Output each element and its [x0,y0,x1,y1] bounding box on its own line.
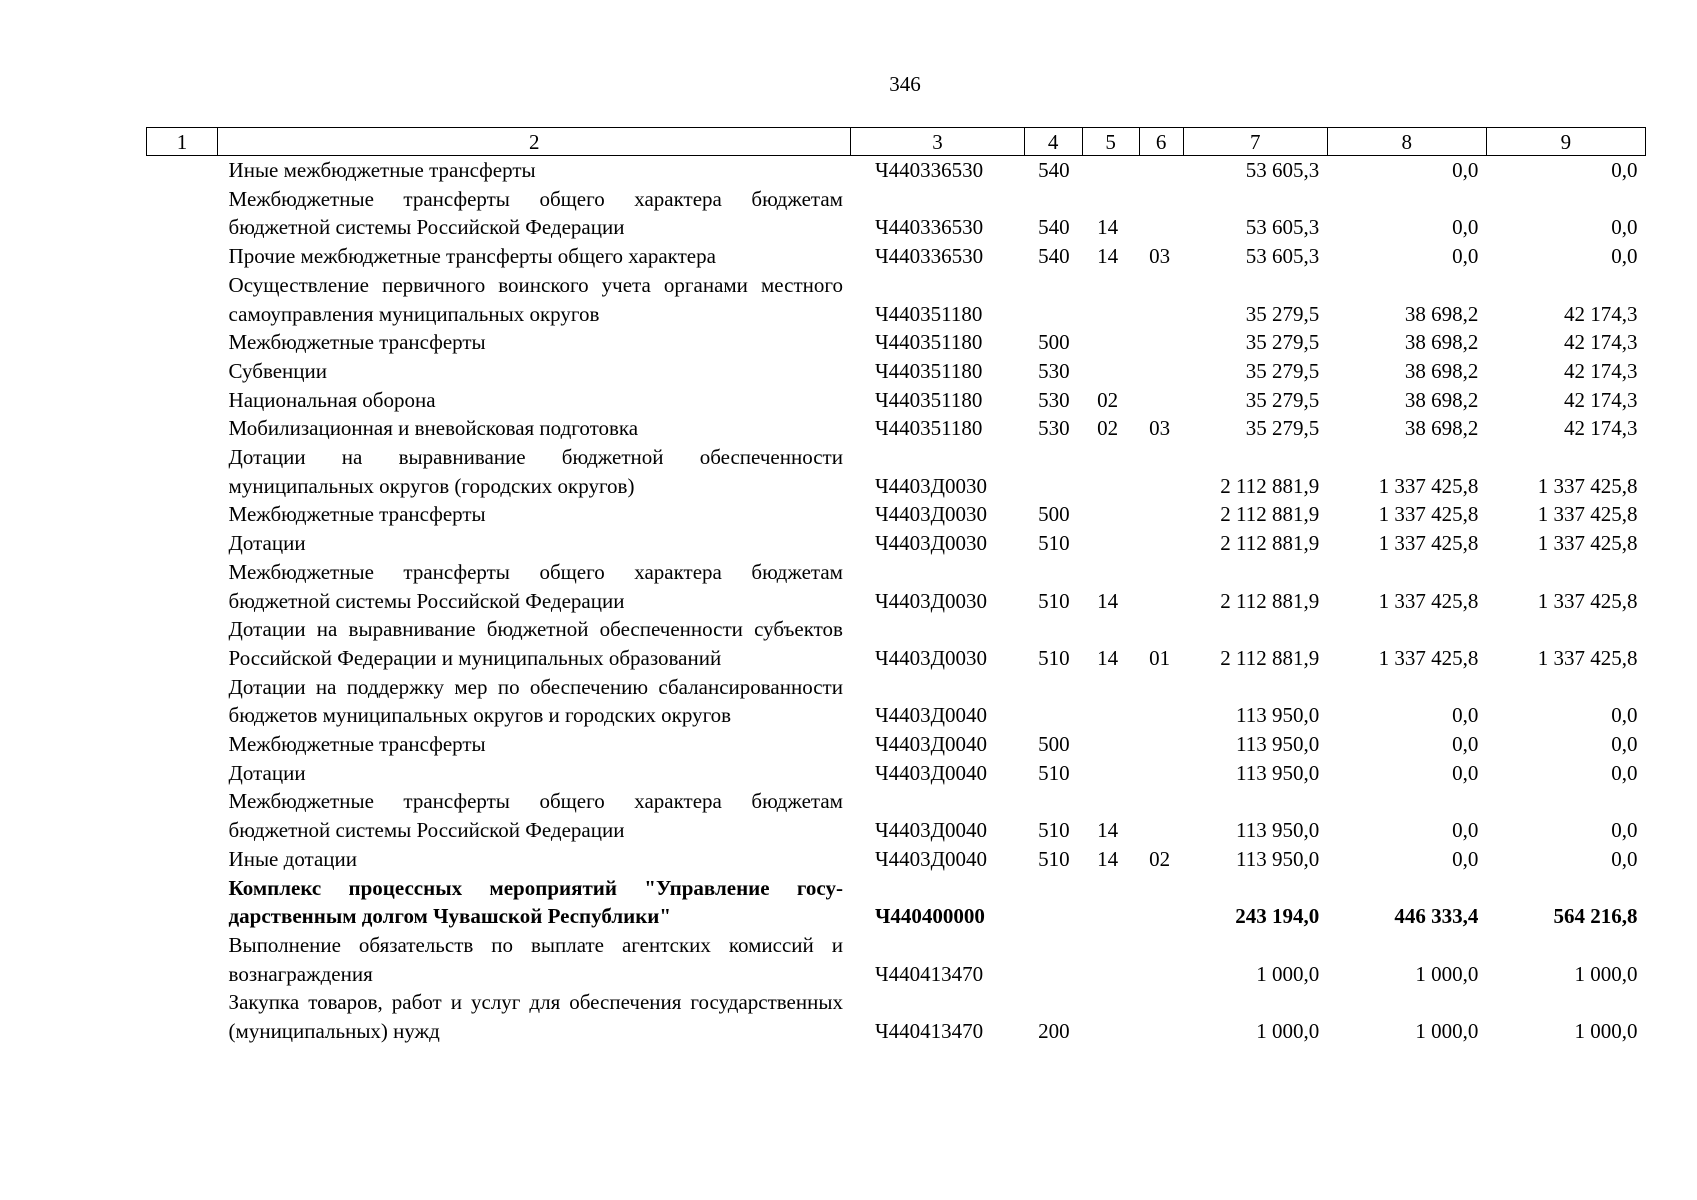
row-col5 [1082,673,1139,730]
row-name: Межбюджетные трансферты общего характера бюджетам бюджетной системы Российской Федерации [228,559,843,613]
row-code: Ч440351180 [874,301,983,326]
row-name: Дотации на выравнивание бюджетной обеспеченности субъектов Российской Федерации и муниципальных образований [228,617,843,670]
row-value-8: 0,0 [1452,158,1479,182]
table-row [147,443,1646,500]
row-col4: 540 [1038,244,1070,269]
row-col4: 540 [1038,215,1070,240]
row-value-9: 564 216,8 [1553,904,1638,929]
row-col4: 540 [1038,158,1070,182]
row-value-8: 0,0 [1452,818,1479,843]
row-col6 [1139,357,1183,386]
row-col6 [1139,759,1183,788]
row-index [147,386,218,415]
row-value-9: 1 337 425,8 [1537,531,1638,556]
row-value-9: 42 174,3 [1564,330,1638,355]
row-index [147,845,218,874]
row-name: Комплекс процессных мероприятий "Управление государственным долгом Чувашской Республики" [228,875,843,929]
row-name: Межбюджетные трансферты общего характера бюджетам бюджетной системы Российской Федерации [228,186,843,240]
row-code: Ч440351180 [874,358,983,383]
row-index [147,730,218,759]
row-code: Ч440400000 [874,904,985,929]
row-value-9: 0,0 [1611,846,1638,871]
row-index [147,414,218,443]
row-name: Прочие межбюджетные трансферты общего характера [228,244,716,269]
row-index [147,787,218,844]
row-value-8: 1 337 425,8 [1378,473,1479,498]
row-value-9: 1 337 425,8 [1537,502,1638,527]
row-code: Ч440351180 [874,330,983,355]
table-row [147,357,1646,386]
row-value-7: 53 605,3 [1245,215,1320,240]
row-col4: 530 [1038,416,1070,441]
row-index [147,156,218,185]
header-col-2: 2 [218,128,851,156]
row-col5: 14 [1097,645,1119,670]
row-col5 [1082,328,1139,357]
row-col6 [1139,558,1183,615]
row-col4: 510 [1038,645,1070,670]
row-value-9: 1 000,0 [1574,961,1638,986]
row-index [147,529,218,558]
table-row [147,328,1646,357]
header-col-5: 5 [1082,128,1139,156]
row-col6 [1139,386,1183,415]
row-name: Мобилизационная и вневойсковая подготовка [228,416,639,441]
row-code: Ч4403Д0040 [874,818,987,843]
row-col4 [1024,673,1082,730]
row-value-7: 35 279,5 [1245,358,1320,383]
row-index [147,615,218,672]
table-row [147,500,1646,529]
row-value-9: 0,0 [1611,732,1638,757]
row-name: Иные дотации [228,846,358,871]
row-value-7: 53 605,3 [1245,158,1320,182]
row-code: Ч440336530 [874,215,984,240]
row-col4: 500 [1038,732,1070,757]
row-value-9: 0,0 [1611,703,1638,728]
row-col5 [1082,357,1139,386]
row-name: Дотации на поддержку мер по обеспечению сбалансированности бюджетов муниципальных округов и городских округов [228,674,843,728]
row-col4: 510 [1038,588,1070,613]
row-col6 [1139,271,1183,328]
row-col5 [1082,874,1139,931]
table-row [147,529,1646,558]
row-col6 [1139,673,1183,730]
row-col4 [1024,874,1082,931]
row-value-8: 1 337 425,8 [1378,531,1479,556]
row-value-9: 42 174,3 [1564,301,1638,326]
row-code: Ч440351180 [874,387,983,412]
row-col4: 510 [1038,846,1070,871]
row-col4: 500 [1038,502,1070,527]
row-value-7: 243 194,0 [1235,904,1320,929]
table-row [147,874,1646,931]
row-code: Ч4403Д0030 [874,473,987,498]
table-row [147,386,1646,415]
row-value-9: 0,0 [1611,215,1638,240]
row-value-7: 35 279,5 [1245,330,1320,355]
row-col6 [1139,185,1183,242]
table-header-row [147,128,1646,156]
row-col5 [1082,271,1139,328]
row-value-7: 2 112 881,9 [1220,473,1320,498]
row-name: Субвенции [228,358,328,383]
row-value-8: 0,0 [1452,846,1479,871]
row-code: Ч4403Д0030 [874,588,987,613]
row-value-9: 0,0 [1611,818,1638,843]
budget-table [146,127,1646,1046]
row-value-9: 0,0 [1611,158,1638,182]
row-index [147,874,218,931]
row-name: Иные межбюджетные трансферты [228,158,536,182]
row-col5 [1082,988,1139,1045]
row-index [147,328,218,357]
row-index [147,185,218,242]
header-col-9: 9 [1486,128,1645,156]
table-row [147,615,1646,672]
row-col5: 14 [1097,846,1119,871]
row-index [147,931,218,988]
row-col6 [1139,328,1183,357]
row-value-7: 35 279,5 [1245,387,1320,412]
row-col5 [1082,759,1139,788]
row-code: Ч4403Д0040 [874,703,987,728]
row-col5 [1082,443,1139,500]
row-col6 [1139,500,1183,529]
row-code: Ч4403Д0040 [874,732,987,757]
row-code: Ч4403Д0030 [874,502,987,527]
row-code: Ч440336530 [874,158,984,182]
row-value-8: 446 333,4 [1394,904,1479,929]
table-row [147,185,1646,242]
row-index [147,988,218,1045]
row-col5 [1082,529,1139,558]
row-value-9: 0,0 [1611,760,1638,785]
row-value-9: 1 337 425,8 [1537,588,1638,613]
row-col6 [1139,874,1183,931]
header-col-6: 6 [1139,128,1183,156]
row-name: Межбюджетные трансферты [228,502,486,527]
row-col6 [1139,730,1183,759]
row-col4: 510 [1038,818,1070,843]
row-name: Осуществление первичного воинского учета органами местного самоуправления муниципальных округов [228,272,843,326]
row-col4 [1024,271,1082,328]
table-row [147,730,1646,759]
row-value-7: 1 000,0 [1256,961,1320,986]
row-index [147,357,218,386]
row-code: Ч4403Д0040 [874,760,987,785]
page-number: 346 [889,72,921,96]
row-col5: 14 [1097,588,1119,613]
table-row [147,558,1646,615]
header-col-3: 3 [851,128,1024,156]
row-value-7: 2 112 881,9 [1220,502,1320,527]
row-col6 [1139,443,1183,500]
row-col6: 01 [1149,645,1171,670]
row-index [147,271,218,328]
row-value-8: 38 698,2 [1404,416,1479,441]
row-code: Ч4403Д0030 [874,645,987,670]
row-value-8: 1 000,0 [1415,1019,1479,1044]
row-index [147,558,218,615]
row-name: Дотации [228,760,306,785]
row-col5: 14 [1097,818,1119,843]
row-value-7: 113 950,0 [1236,760,1320,785]
row-value-7: 53 605,3 [1245,244,1320,269]
row-value-7: 113 950,0 [1236,818,1320,843]
row-value-9: 1 337 425,8 [1537,473,1638,498]
row-value-8: 38 698,2 [1404,330,1479,355]
table-row [147,845,1646,874]
row-code: Ч4403Д0040 [874,846,987,871]
row-col6 [1139,988,1183,1045]
row-col4: 510 [1038,760,1070,785]
row-code: Ч440413470 [874,961,984,986]
row-index [147,242,218,271]
row-index [147,500,218,529]
row-col6 [1139,931,1183,988]
row-value-8: 1 337 425,8 [1378,588,1479,613]
table-row [147,988,1646,1045]
row-index [147,673,218,730]
row-value-8: 38 698,2 [1404,387,1479,412]
row-col6: 02 [1149,846,1171,871]
row-col4 [1024,931,1082,988]
row-col6: 03 [1149,244,1171,269]
row-value-8: 0,0 [1452,760,1479,785]
row-name: Национальная оборона [228,387,436,412]
row-value-7: 1 000,0 [1256,1019,1320,1044]
row-value-9: 42 174,3 [1564,358,1638,383]
table-row [147,759,1646,788]
row-code: Ч440336530 [874,244,984,269]
table-row [147,156,1646,185]
row-code: Ч4403Д0030 [874,531,987,556]
row-col5: 02 [1097,416,1119,441]
row-value-8: 0,0 [1452,215,1479,240]
row-value-9: 42 174,3 [1564,416,1638,441]
row-value-8: 1 000,0 [1415,961,1479,986]
row-col6 [1139,787,1183,844]
row-value-7: 113 950,0 [1236,703,1320,728]
row-value-8: 0,0 [1452,732,1479,757]
row-value-7: 2 112 881,9 [1220,645,1320,670]
row-name: Дотации [228,531,306,556]
row-value-8: 1 337 425,8 [1378,502,1479,527]
row-value-9: 0,0 [1611,244,1638,269]
table-row [147,787,1646,844]
row-name: Межбюджетные трансферты [228,330,486,355]
row-col5 [1082,156,1139,185]
row-col5: 14 [1097,244,1119,269]
table-body [147,156,1646,1046]
header-col-7: 7 [1183,128,1327,156]
row-col6 [1139,529,1183,558]
row-name: Межбюджетные трансферты [228,732,486,757]
row-index [147,443,218,500]
row-name: Дотации на выравнивание бюджетной обеспеченности муниципальных округов (городских округов) [228,445,843,498]
table-row [147,242,1646,271]
row-value-8: 0,0 [1452,244,1479,269]
table-row [147,931,1646,988]
row-name: Межбюджетные трансферты общего характера бюджетам бюджетной системы Российской Федерации [228,789,843,843]
row-name: Выполнение обязательств по выплате агентских комиссий и вознаграждения [228,932,843,986]
row-col4: 500 [1038,330,1070,355]
header-col-4: 4 [1024,128,1082,156]
row-col5: 02 [1097,387,1119,412]
row-value-7: 113 950,0 [1236,846,1320,871]
row-col5 [1082,500,1139,529]
row-value-9: 1 337 425,8 [1537,645,1638,670]
row-code: Ч440351180 [874,416,983,441]
row-value-8: 1 337 425,8 [1378,645,1479,670]
row-value-9: 42 174,3 [1564,387,1638,412]
row-name: Закупка товаров, работ и услуг для обеспечения государственных (муниципальных) нужд [228,990,843,1044]
row-col5: 14 [1097,215,1119,240]
row-value-7: 35 279,5 [1245,416,1320,441]
row-index [147,759,218,788]
header-col-1: 1 [147,128,218,156]
row-code: Ч440413470 [874,1019,984,1044]
row-value-8: 38 698,2 [1404,358,1479,383]
row-value-8: 38 698,2 [1404,301,1479,326]
table-row [147,673,1646,730]
row-col4: 530 [1038,358,1070,383]
table-row [147,271,1646,328]
row-value-7: 2 112 881,9 [1220,531,1320,556]
row-col4: 200 [1038,1019,1070,1044]
row-value-7: 113 950,0 [1236,732,1320,757]
row-col5 [1082,931,1139,988]
row-value-9: 1 000,0 [1574,1019,1638,1044]
row-value-7: 35 279,5 [1245,301,1320,326]
row-value-8: 0,0 [1452,703,1479,728]
row-col4: 530 [1038,387,1070,412]
header-col-8: 8 [1327,128,1486,156]
row-col4: 510 [1038,531,1070,556]
row-col6: 03 [1149,416,1171,441]
row-col6 [1139,156,1183,185]
table-row [147,414,1646,443]
row-value-7: 2 112 881,9 [1220,588,1320,613]
row-col4 [1024,443,1082,500]
row-col5 [1082,730,1139,759]
